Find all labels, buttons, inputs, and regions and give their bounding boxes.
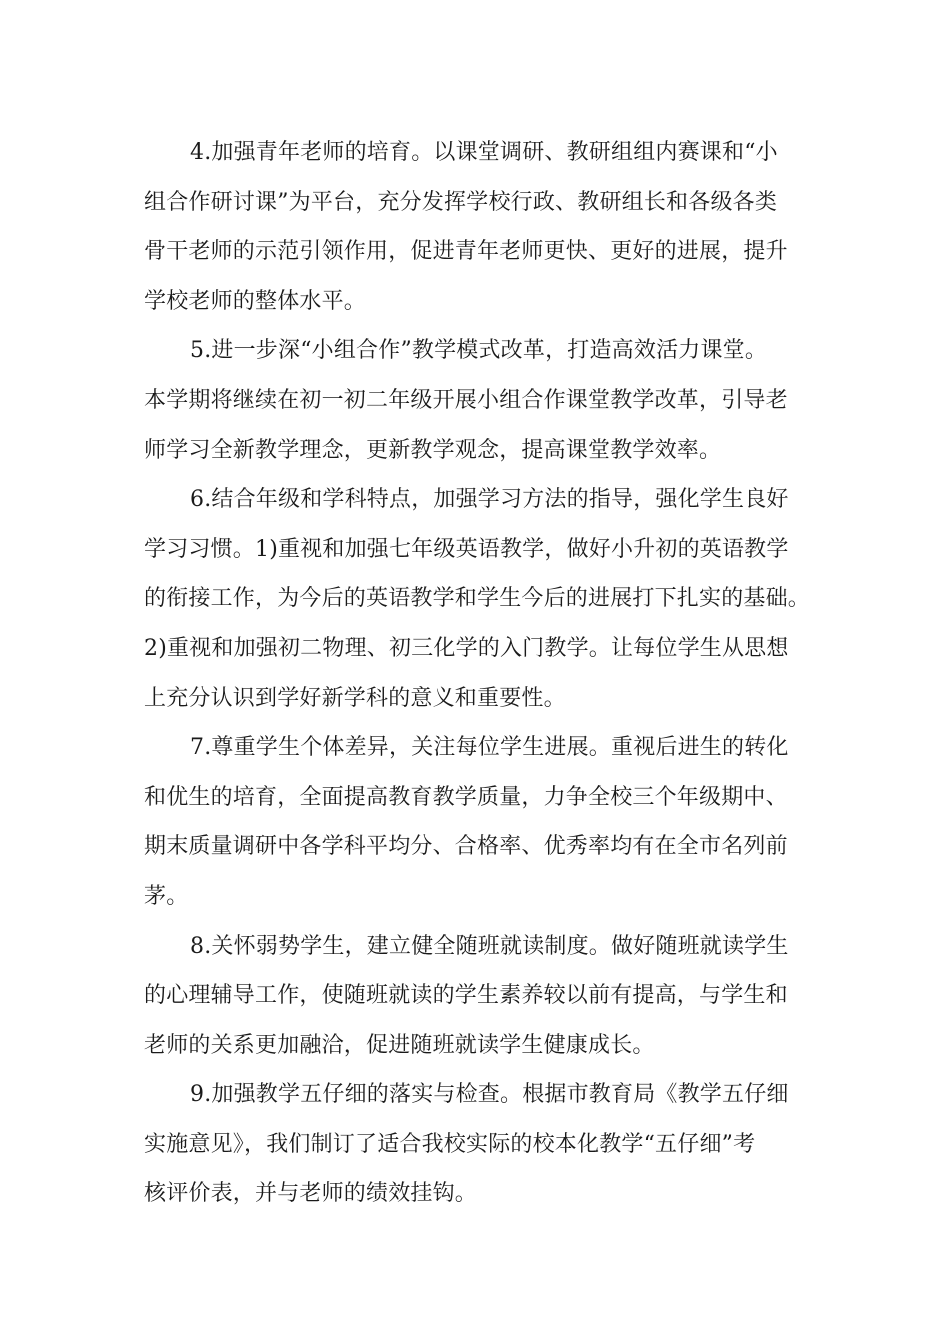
paragraph-item-1	[144, 128, 814, 326]
text-line: 8.关怀弱势学生，建立健全随班就读制度。做好随班就读学生	[190, 933, 789, 959]
document-body	[144, 128, 814, 1219]
text-line: 9.加强教学五仔细的落实与检查。根据市教育局《教学五仔细	[190, 1082, 789, 1108]
text-line: 老师的关系更加融洽，促进随班就读学生健康成长。	[144, 1032, 655, 1058]
text-line: 实施意见》，我们制订了适合我校实际的校本化教学“五仔细”考	[144, 1131, 756, 1157]
text-line: 核评价表，并与老师的绩效挂钩。	[144, 1181, 478, 1207]
text-line: 上充分认识到学好新学科的意义和重要性。	[144, 685, 566, 711]
text-line: 的心理辅导工作，使随班就读的学生素养较以前有提高，与学生和	[144, 983, 788, 1009]
text-line: 2)重视和加强初二物理、初三化学的入门教学。让每位学生从思想	[144, 635, 789, 661]
paragraph-item-5	[144, 922, 814, 1071]
text-line: 期末质量调研中各学科平均分、合格率、优秀率均有在全市名列前	[144, 834, 788, 860]
paragraph-item-4	[144, 723, 814, 921]
text-line: 骨干老师的示范引领作用，促进青年老师更快、更好的进展，提升	[144, 239, 788, 265]
paragraph-item-2	[144, 326, 814, 475]
paragraph-item-3	[144, 475, 814, 723]
text-line: 师学习全新教学理念，更新教学观念，提高课堂教学效率。	[144, 437, 722, 463]
text-line: 茅。	[144, 883, 189, 909]
text-line: 6.结合年级和学科特点，加强学习方法的指导，强化学生良好	[190, 487, 789, 513]
text-line: 组合作研讨课”为平台，充分发挥学校行政、教研组长和各级各类	[144, 189, 778, 215]
text-line: 本学期将继续在初一初二年级开展小组合作课堂教学改革，引导老	[144, 387, 788, 413]
text-line: 4.加强青年老师的培育。以课堂调研、教研组组内赛课和“小	[190, 140, 778, 165]
text-line: 学习习惯。1)重视和加强七年级英语教学，做好小升初的英语教学	[144, 536, 789, 562]
text-line: 的衔接工作，为今后的英语教学和学生今后的进展打下扎实的基础。	[144, 586, 811, 612]
text-line: 5.进一步深“小组合作”教学模式改革，打造高效活力课堂。	[190, 338, 768, 364]
text-line: 和优生的培育，全面提高教育教学质量，力争全校三个年级期中、	[144, 784, 788, 810]
text-line: 学校老师的整体水平。	[144, 288, 367, 314]
text-line: 7.尊重学生个体差异，关注每位学生进展。重视后进生的转化	[190, 735, 789, 761]
paragraph-item-6	[144, 1070, 814, 1219]
